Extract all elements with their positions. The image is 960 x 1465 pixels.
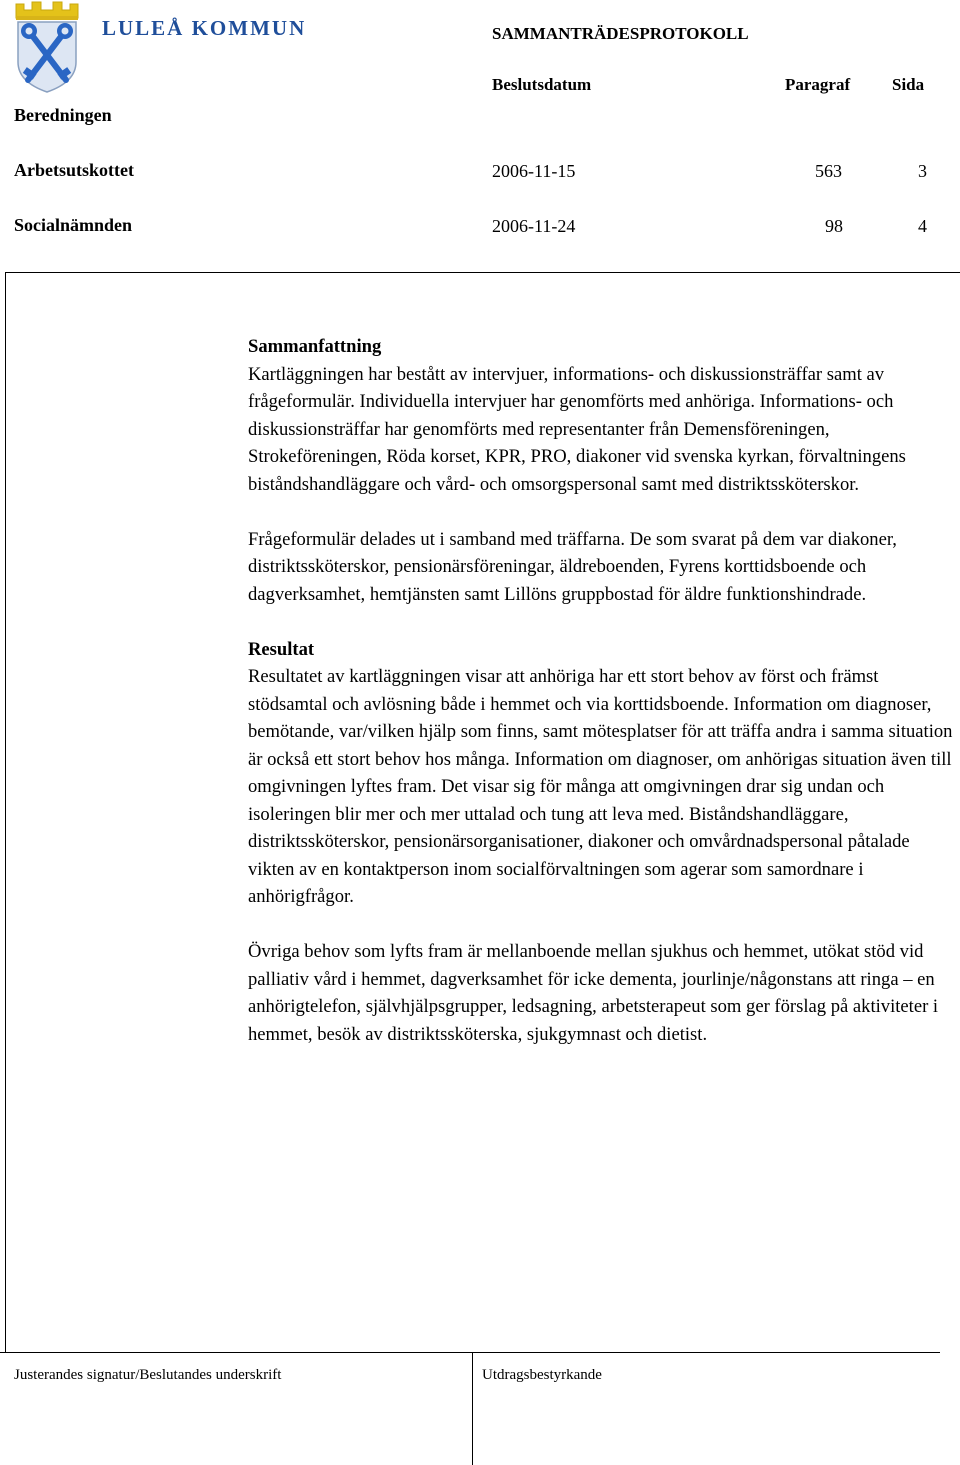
extract-certification-label: Utdragsbestyrkande	[482, 1367, 602, 1383]
footer-column-divider	[472, 1352, 473, 1465]
frame-bottom-divider	[0, 1352, 940, 1353]
row-label-arbetsutskottet: Arbetsutskottet	[14, 160, 134, 180]
organization-name: LULEÅ KOMMUN	[102, 16, 307, 40]
summary-paragraph-2: Frågeformulär delades ut i samband med träffarna. De som svarat på dem var diakoner, distriktssköterskor, pensionärsföreningar, äldreboenden, Fyrens korttidsboende och dagverksamhet, hemtjänsten samt Lillöns gruppbostad för äldre funktionshindrade.	[248, 528, 897, 605]
row-page-arbetsutskottet: 3	[918, 161, 927, 181]
row-date-socialnamnden: 2006-11-24	[492, 216, 576, 236]
row-date-arbetsutskottet: 2006-11-15	[492, 161, 576, 181]
row-paragraph-arbetsutskottet: 563	[815, 161, 842, 181]
row-page-socialnamnden: 4	[918, 216, 927, 236]
result-paragraph-1: Resultatet av kartläggningen visar att anhöriga har ett stort behov av först och främst stödsamtal och avlösning både i hemmet och via korttidsboende. Information om diagnoser, bemötande, var/vilken hjälp som finns, samt mötesplatser för att träffa andra i samma situation är också ett stort behov hos många. Information om diagnoser, om anhörigas situation även till omgivningen lyftes fram. Det visar sig för många att omgivningen drar sig undan och isoleringen blir mer och mer uttalad och tung att leva med. Biståndshandläggare, distriktssköterskor, pensionärsorganisationer, diakoner och omvårdnadspersonal påtalade vikten av en kontaktperson inom socialförvaltningen som agerar som samordnare i anhörigfrågor.	[248, 666, 953, 907]
frame-top-divider	[5, 272, 960, 273]
column-heading-page: Sida	[892, 75, 925, 94]
document-type: SAMMANTRÄDESPROTOKOLL	[492, 24, 749, 43]
document-body	[248, 333, 953, 1048]
signature-label: Justerandes signatur/Beslutandes underskrift	[14, 1367, 282, 1383]
frame-left-border	[5, 272, 6, 1352]
result-paragraph-2: Övriga behov som lyfts fram är mellanboende mellan sjukhus och hemmet, utökat stöd vid palliativ vård i hemmet, dagverksamhet för icke dementa, jourlinje/någonstans att ringa – en anhörigtelefon, självhjälpsgrupper, ledsagning, arbetsterapeut som ger förslag på aktiviteter i hemmet, besök av distriktssköterska, sjukgymnast och dietist.	[248, 941, 939, 1045]
column-heading-date: Beslutsdatum	[492, 75, 592, 94]
row-label-beredningen: Beredningen	[14, 105, 112, 125]
summary-heading: Sammanfattning	[248, 336, 382, 357]
column-heading-paragraph: Paragraf	[785, 75, 851, 94]
result-heading: Resultat	[248, 638, 315, 660]
row-paragraph-socialnamnden: 98	[825, 216, 843, 236]
row-label-socialnamnden: Socialnämnden	[14, 215, 133, 235]
lulea-coat-of-arms-icon	[12, 0, 82, 95]
summary-paragraph-1: Kartläggningen har bestått av intervjuer, informations- och diskussionsträffar samt av frågeformulär. Individuella intervjuer har genomförts med anhöriga. Informations- och diskussionsträffar har genomförts med representanter från Demensföreningen, Strokeföreningen, Röda korset, KPR, PRO, diakoner vid svenska kyrkan, förvaltningens biståndshandläggare och vård- och omsorgspersonal samt med distriktssköterskor.	[248, 363, 906, 495]
